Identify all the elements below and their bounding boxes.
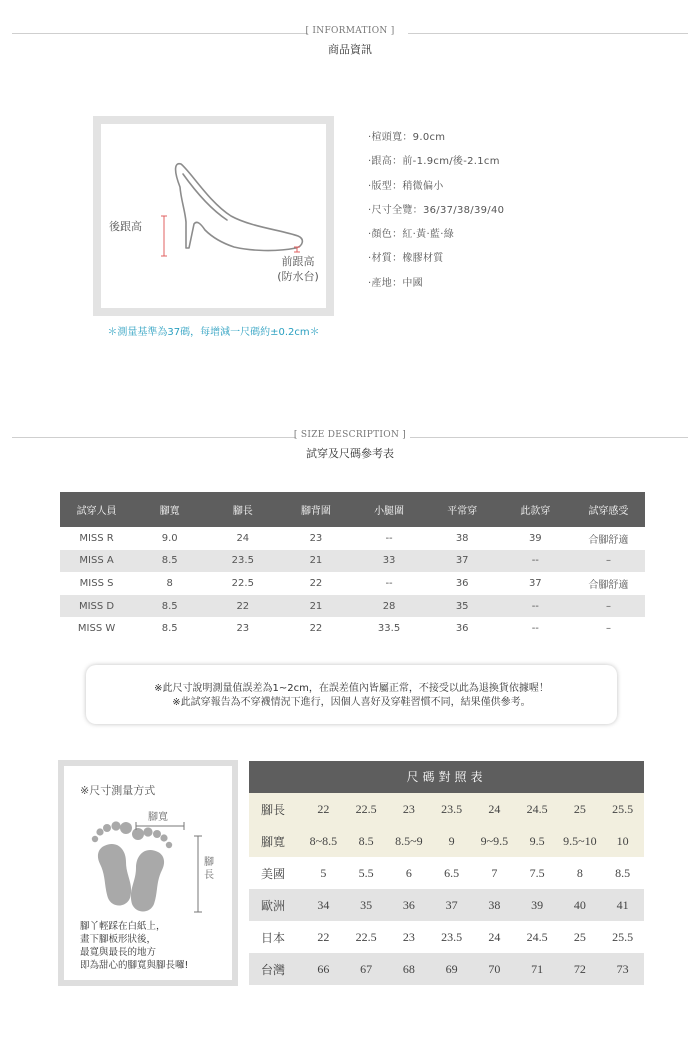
size-cell: 23	[402, 929, 415, 944]
column-header: 此款穿	[499, 492, 572, 527]
size-cell: 9.5~10	[563, 833, 597, 848]
table-cell: 8.5	[133, 595, 206, 618]
size-cell: 9~9.5	[480, 833, 509, 848]
foot-measure-title: ※尺寸測量方式	[80, 784, 156, 797]
size-cell: 6	[405, 865, 412, 880]
size-cell: 8.5	[615, 865, 631, 880]
foot-measure-guide	[58, 760, 238, 986]
size-cell: 36	[402, 897, 415, 912]
size-cell: 35	[360, 897, 373, 912]
instruction-line: 即為甜心的腳寬與腳長囉!	[80, 960, 189, 971]
size-cell: 8~8.5	[309, 833, 338, 848]
table-cell: –	[572, 595, 645, 618]
row-label: 腳長	[261, 802, 286, 817]
spec-item: ‧產地：中國	[368, 277, 423, 289]
size-cell: 66	[317, 961, 330, 976]
row-label: 美國	[261, 866, 286, 881]
table-cell: 22	[206, 595, 279, 618]
disclaimer-notice	[86, 665, 617, 724]
size-section-header	[0, 430, 700, 470]
size-cell: 73	[616, 961, 629, 976]
size-cell: 34	[317, 897, 330, 912]
size-cell: 24.5	[526, 929, 548, 944]
size-cell: 23.5	[441, 929, 463, 944]
size-cell: 37	[445, 897, 458, 912]
size-cell: 38	[488, 897, 501, 912]
column-header: 腳長	[206, 492, 279, 527]
table-cell: 23	[236, 623, 250, 635]
size-row-jp	[249, 921, 644, 953]
measurement-note: ＊測量基準為37碼，每增減一尺碼約±0.2cm＊	[107, 327, 320, 338]
spec-item: ‧版型：稍微偏小	[368, 180, 444, 192]
spec-item: ‧尺寸全覽：36/37/38/39/40	[368, 204, 505, 216]
size-cell: 22.5	[355, 929, 377, 944]
table-cell: 8	[166, 577, 173, 589]
column-header: 試穿人員	[60, 492, 133, 527]
column-header: 平常穿	[426, 492, 499, 527]
table-cell: 22.5	[231, 577, 254, 589]
table-cell: 37	[528, 577, 542, 589]
section-title-en: [ INFORMATION ]	[305, 26, 395, 36]
table-cell: 37	[426, 550, 499, 573]
size-cell: 9	[448, 833, 455, 848]
spec-item: ‧楦頭寬：9.0cm	[368, 132, 446, 143]
table-cell: 21	[279, 550, 352, 573]
size-cell: 72	[573, 961, 586, 976]
shoe-diagram	[93, 116, 334, 316]
table-cell: 28	[353, 595, 426, 618]
information-section-header	[0, 26, 700, 66]
table-cell: 8.5	[161, 623, 178, 635]
table-row	[60, 550, 645, 573]
section-title-zh: 試穿及尺碼參考表	[306, 447, 394, 460]
section-title-en: [ SIZE DESCRIPTION ]	[293, 430, 407, 440]
size-cell: 5.5	[358, 865, 374, 880]
table-cell: 35	[426, 595, 499, 618]
table-cell: MISS R	[79, 532, 114, 544]
table-cell: 合腳舒適	[588, 534, 629, 546]
section-title-zh: 商品資訊	[328, 43, 372, 56]
table-cell: 36	[455, 577, 469, 589]
instruction-line: 畫下腳板形狀後，	[80, 934, 157, 945]
size-cell: 8.5	[358, 833, 374, 848]
size-cell: 40	[573, 897, 586, 912]
size-cell: 25.5	[612, 801, 634, 816]
foot-length-label	[204, 856, 214, 882]
table-cell: --	[499, 595, 572, 618]
table-cell: --	[385, 532, 393, 544]
size-cell: 24	[488, 929, 501, 944]
table-cell: –	[572, 550, 645, 573]
size-cell: 8.5~9	[395, 833, 423, 848]
size-cell: 5	[320, 865, 327, 880]
table-cell: 33.5	[377, 623, 401, 635]
notice-line: ※此試穿報告為不穿襪情況下進行，因個人喜好及穿鞋習慣不同，結果僅供參考。	[172, 697, 531, 708]
size-cell: 9.5	[529, 833, 545, 848]
foot-width-label: 腳寬	[148, 812, 168, 823]
table-row	[60, 572, 645, 595]
column-header: 腳背圍	[279, 492, 352, 527]
size-cell: 22	[317, 929, 330, 944]
size-row-eu	[249, 889, 644, 921]
size-cell: 25	[573, 929, 586, 944]
table-cell: MISS S	[79, 577, 114, 589]
size-cell: 22.5	[355, 801, 377, 816]
size-cell: 39	[531, 897, 544, 912]
table-cell: 23.5	[206, 550, 279, 573]
table-cell: MISS W	[77, 623, 116, 635]
front-heel-height-label	[268, 254, 328, 284]
shoe-diagram-canvas	[101, 124, 326, 308]
size-row-tw	[249, 953, 644, 985]
size-cell: 71	[531, 961, 544, 976]
table-cell: 23	[309, 532, 323, 544]
size-cell: 25	[573, 801, 586, 816]
spec-item: ‧顏色：紅‧黃‧藍‧綠	[368, 229, 455, 241]
size-cell: 7.5	[529, 865, 545, 880]
table-cell: 22	[309, 623, 323, 635]
size-cell: 23.5	[441, 801, 463, 816]
size-cell: 23	[402, 801, 415, 816]
table-cell: –	[605, 623, 611, 635]
row-label: 腳寬	[261, 834, 286, 849]
foot-length-char: 長	[204, 870, 214, 881]
foot-measure-instructions	[80, 920, 188, 972]
table-row	[60, 527, 645, 550]
table-cell: 33	[353, 550, 426, 573]
table-cell: 21	[279, 595, 352, 618]
foot-measure-canvas	[64, 766, 232, 980]
table-cell: 39	[528, 532, 542, 544]
row-label: 歐洲	[261, 898, 286, 913]
size-row-foot-width	[249, 825, 644, 857]
size-cell: 67	[360, 961, 373, 976]
notice-line: ※此尺寸說明測量值誤差為1~2cm，在誤差值內皆屬正常，不接受以此為退換貨依據喔！	[154, 683, 549, 694]
column-header: 試穿感受	[572, 492, 645, 527]
instruction-line: 腳丫輕踩在白紙上，	[80, 921, 166, 932]
size-conversion-chart	[249, 761, 644, 985]
size-cell: 24	[488, 801, 501, 816]
row-label: 台灣	[261, 962, 286, 977]
size-cell: 24.5	[526, 801, 548, 816]
size-cell: 25.5	[612, 929, 634, 944]
size-cell: 10	[616, 833, 629, 848]
table-row	[60, 595, 645, 618]
front-heel-label-line2: (防水台)	[277, 270, 319, 283]
table-cell: 8.5	[133, 550, 206, 573]
size-row-us	[249, 857, 644, 889]
table-cell: 合腳舒適	[588, 579, 629, 591]
table-cell: --	[531, 623, 539, 635]
table-cell: 22	[309, 577, 323, 589]
size-cell: 6.5	[444, 865, 460, 880]
fitting-report-table	[60, 492, 645, 640]
column-header: 腳寬	[133, 492, 206, 527]
table-header-row	[60, 492, 645, 527]
size-cell: 69	[445, 961, 458, 976]
table-cell: 38	[455, 532, 469, 544]
size-cell: 8	[576, 865, 583, 880]
spec-item: ‧跟高：前-1.9cm/後-2.1cm	[368, 156, 500, 168]
size-chart-title: 尺碼對照表	[249, 761, 644, 793]
table-cell: 24	[236, 532, 250, 544]
front-heel-label-line1: 前跟高	[281, 255, 315, 268]
spec-list	[368, 128, 504, 298]
size-cell: 68	[402, 961, 415, 976]
instruction-line: 最寬與最長的地方	[80, 947, 157, 958]
table-cell: --	[499, 550, 572, 573]
table-cell: 9.0	[161, 532, 178, 544]
size-cell: 22	[317, 801, 330, 816]
table-cell: --	[385, 577, 393, 589]
size-cell: 7	[491, 865, 498, 880]
foot-length-char: 腳	[204, 857, 214, 868]
column-header: 小腿圍	[353, 492, 426, 527]
row-label: 日本	[261, 930, 286, 945]
table-cell: 36	[455, 623, 469, 635]
spec-item: ‧材質：橡膠材質	[368, 253, 444, 265]
table-row	[60, 617, 645, 640]
size-row-foot-length	[249, 793, 644, 825]
table-cell: MISS A	[60, 550, 133, 573]
size-cell: 41	[616, 897, 629, 912]
size-cell: 70	[488, 961, 501, 976]
back-heel-height-label: 後跟高	[109, 220, 142, 233]
table-cell: MISS D	[60, 595, 133, 618]
